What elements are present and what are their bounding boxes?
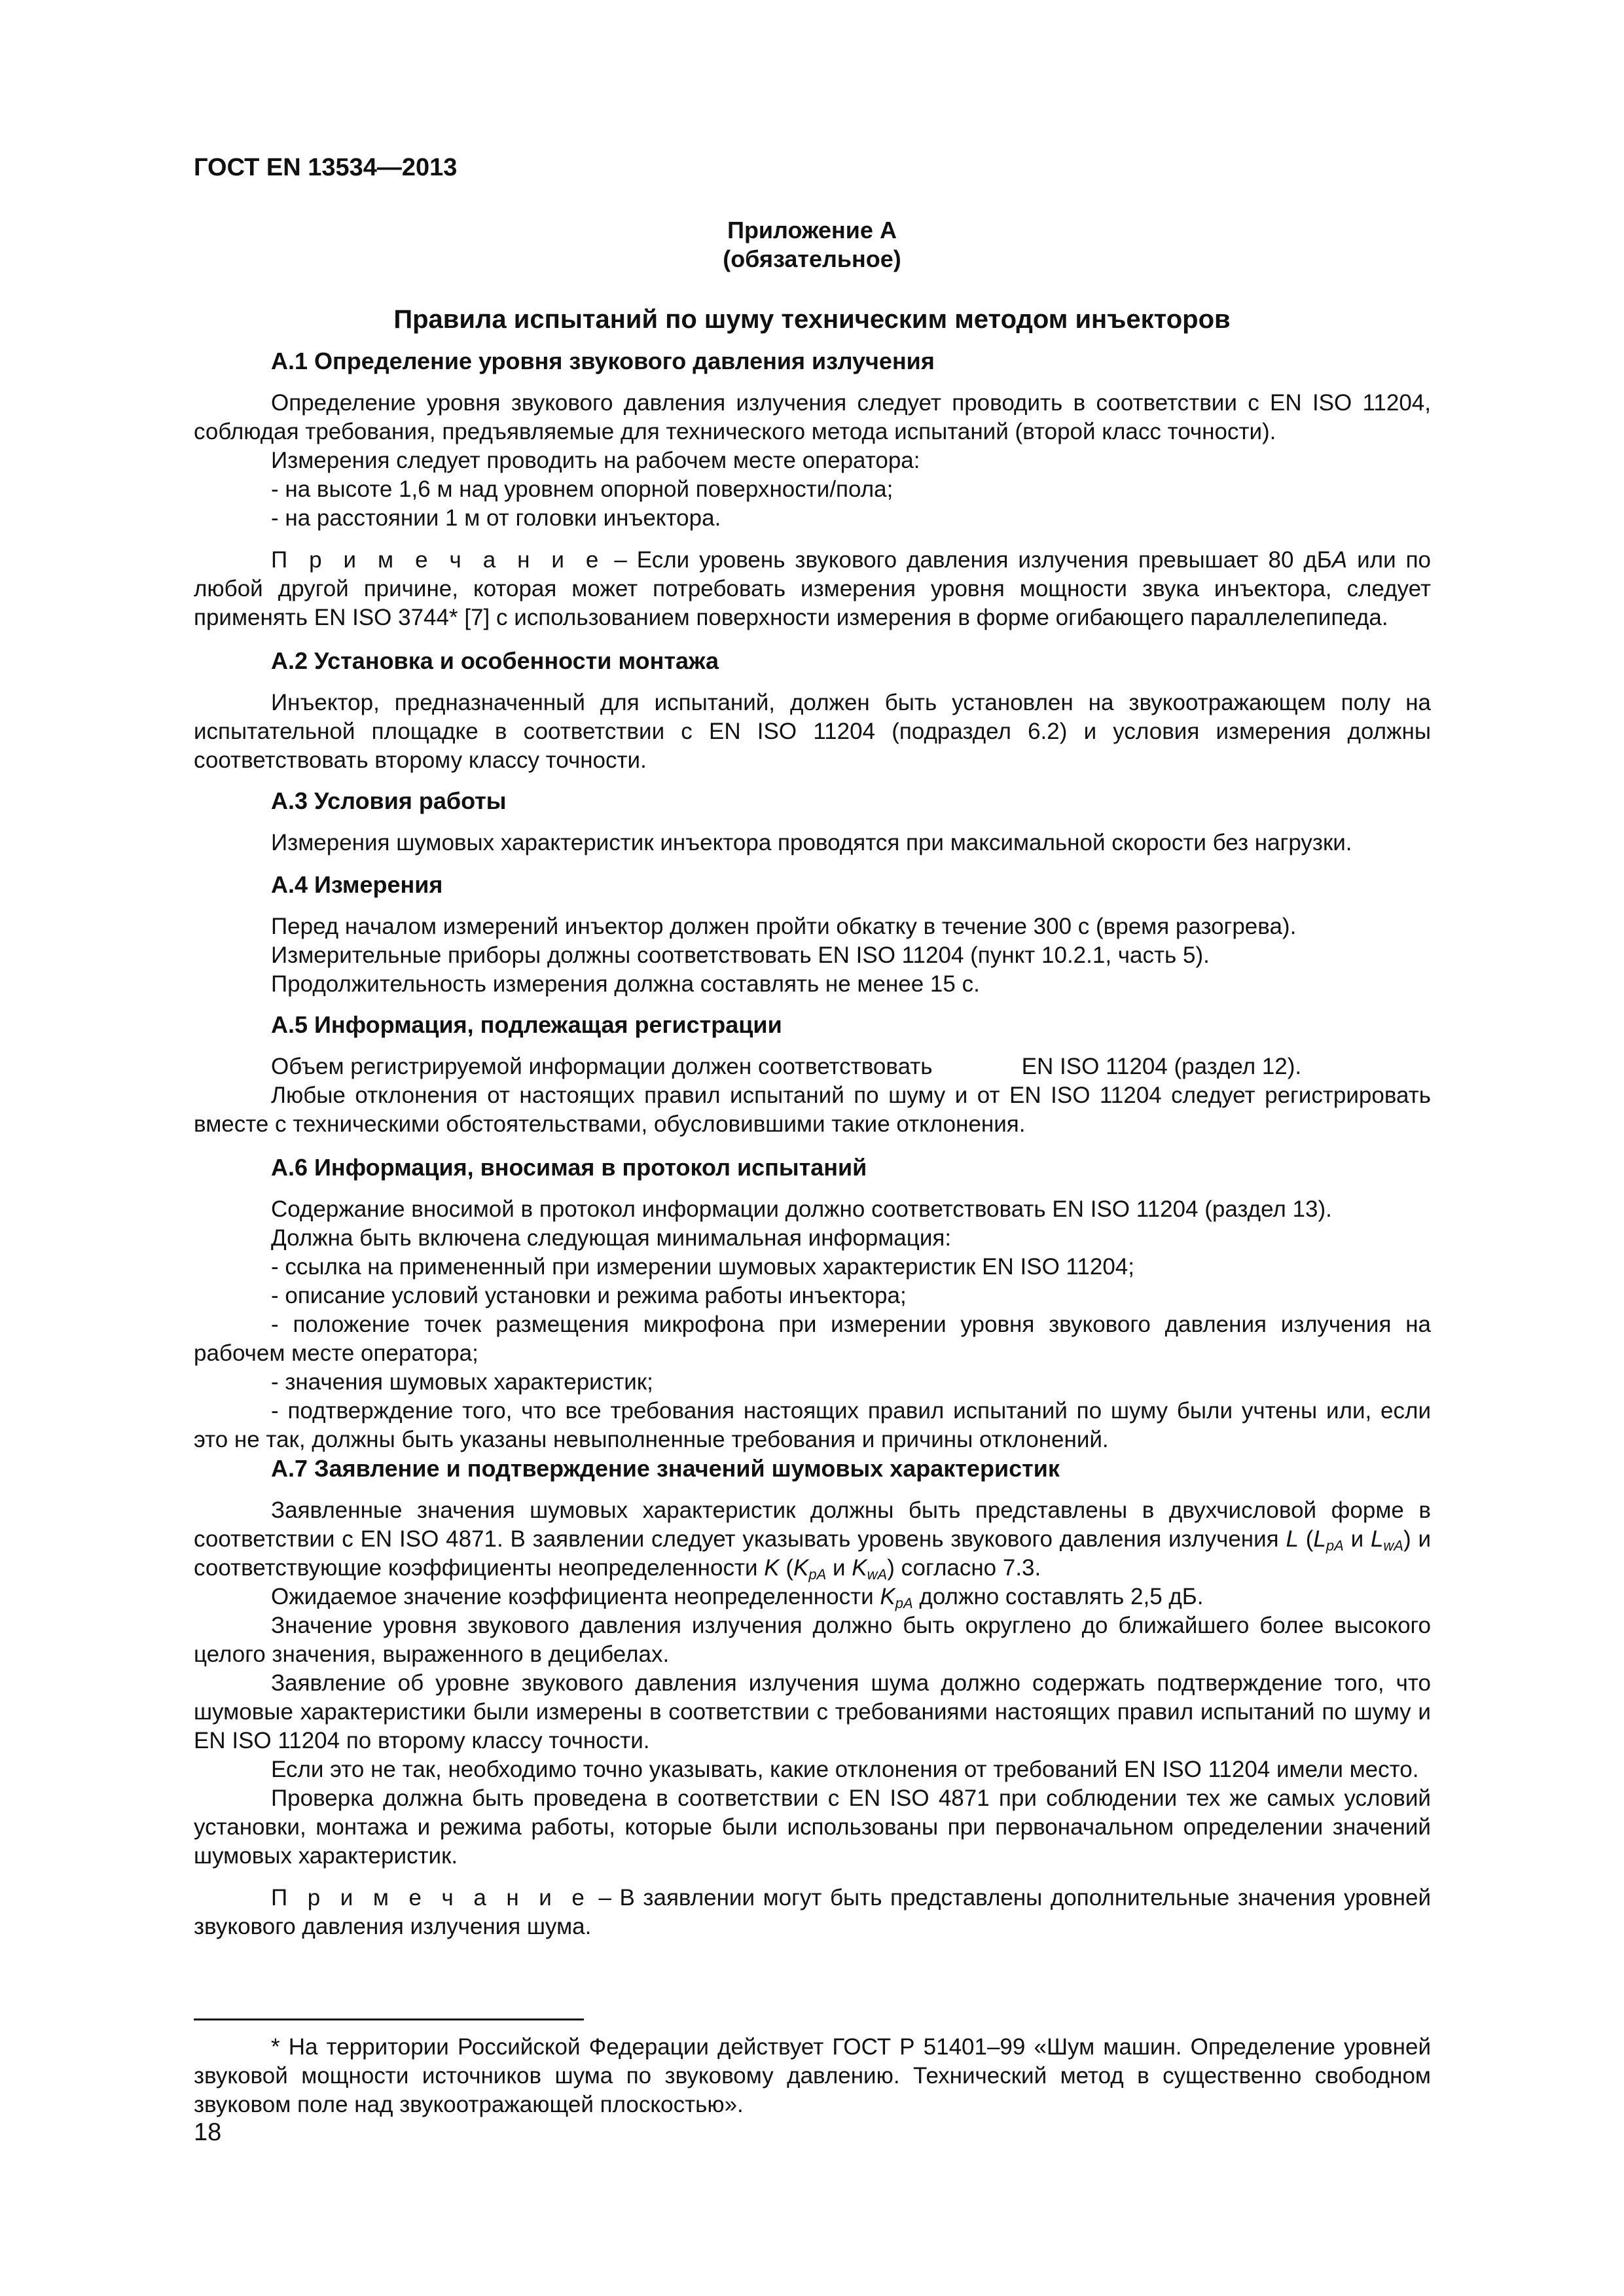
paragraph: Измерения следует проводить на рабочем месте оператора:: [271, 448, 920, 473]
paragraph: Содержание вносимой в протокол информации должно соответствовать EN ISO 11204 (раздел 13).: [271, 1196, 1332, 1222]
list-item: - ссылка на примененный при измерении шумовых характеристик EN ISO 11204;: [271, 1254, 1134, 1280]
paragraph: Измерительные приборы должны соответствовать EN ISO 11204 (пункт 10.2.1, часть 5).: [271, 942, 1210, 968]
paragraph: Любые отклонения от настоящих правил испытаний по шуму и от EN ISO 11204 следует регистрировать вместе с техническими обстоятельствами, обусловившими такие отклонения.: [194, 1083, 1431, 1137]
document-code: ГОСТ EN 13534—2013: [194, 154, 458, 181]
section-a5: [194, 1011, 1431, 1139]
paragraph: Инъектор, предназначенный для испытаний, должен быть установлен на звукоотражающем полу на испытательной площадке в соответствии с EN ISO 11204 (подраздел 6.2) и условия измерения должны соответствовать второму классу точности.: [194, 690, 1431, 773]
section-heading: А.3 Условия работы: [271, 787, 507, 814]
note-label: П р и м е ч а н и е: [271, 547, 605, 573]
paragraph: Определение уровня звукового давления излучения следует проводить в соответствии с EN ISO 11204, соблюдая требования, предъявляемые для технического метода испытаний (второй класс точности).: [194, 390, 1431, 444]
footnote-divider: [194, 2018, 584, 2020]
paragraph: Продолжительность измерения должна составлять не менее 15 с.: [271, 971, 980, 997]
paragraph: Должна быть включена следующая минимальная информация:: [271, 1225, 952, 1251]
list-item: - описание условий установки и режима работы инъектора;: [271, 1283, 907, 1308]
footnote: * На территории Российской Федерации действует ГОСТ Р 51401–99 «Шум машин. Определение уровней звуковой мощности источников шума по звуковому давлению. Технический метод в существенно свободном звуковом поле над звукоотражающей плоскостью».: [194, 2034, 1431, 2117]
section-a3: [194, 787, 1431, 857]
section-a2: [194, 647, 1431, 775]
paragraph: Значение уровня звукового давления излучения должно быть округлено до ближайшего более высокого целого значения, выраженного в децибелах.: [194, 1613, 1431, 1667]
page-number: 18: [194, 2119, 222, 2146]
paragraph: Заявление об уровне звукового давления излучения шума должно содержать подтверждение того, что шумовые характеристики были измерены в соответствии с требованиями настоящих правил испытаний по шуму и EN ISO 11204 по второму классу точности.: [194, 1670, 1431, 1753]
section-a7: [194, 1454, 1431, 1941]
list-item: - положение точек размещения микрофона при измерении уровня звукового давления излучения на рабочем месте оператора;: [194, 1312, 1431, 1366]
main-title: Правила испытаний по шуму техническим методом инъекторов: [393, 305, 1231, 334]
section-a6: [194, 1153, 1431, 1454]
note: П р и м е ч а н и е – В заявлении могут быть представлены дополнительные значения уровней звукового давления излучения шума.: [194, 1885, 1432, 1939]
section-heading: А.5 Информация, подлежащая регистрации: [271, 1011, 782, 1038]
section-heading: А.6 Информация, вносимая в протокол испытаний: [271, 1154, 867, 1181]
note: П р и м е ч а н и е – Если уровень звукового давления излучения превышает 80 дБА или по любой другой причине, которая может потребовать измерения уровня мощности звука инъектора, следует применять EN ISO 3744* [7] с использованием поверхности измерения в форме огибающего параллелепипеда.: [194, 547, 1432, 630]
section-heading: А.1 Определение уровня звукового давления излучения: [271, 348, 935, 374]
section-a4: [194, 870, 1431, 999]
list-item: - подтверждение того, что все требования настоящих правил испытаний по шуму были учтены или, если это не так, должны быть указаны невыполненные требования и причины отклонений.: [194, 1398, 1431, 1452]
section-heading: А.2 Установка и особенности монтажа: [271, 647, 719, 674]
paragraph: Перед началом измерений инъектор должен пройти обкатку в течение 300 с (время разогрева).: [271, 914, 1297, 939]
note-label: П р и м е ч а н и е: [271, 1885, 590, 1910]
annex-title: Приложение А: [727, 217, 897, 243]
annex-status: (обязательное): [723, 245, 901, 272]
paragraph: Проверка должна быть проведена в соответствии с EN ISO 4871 при соблюдении тех же самых условий установки, монтажа и режима работы, которые были использованы при первоначальном определении значений шумовых характеристик.: [194, 1785, 1431, 1869]
section-heading: А.4 Измерения: [271, 871, 443, 898]
list-item: - на высоте 1,6 м над уровнем опорной поверхности/пола;: [271, 476, 893, 502]
paragraph: Ожидаемое значение коэффициента неопределенности $K_{pA}$ должно составлять 2,5 дБ.: [271, 1584, 1204, 1611]
paragraph: Если это не так, необходимо точно указывать, какие отклонения от требований EN ISO 11204 имели место.: [271, 1757, 1419, 1782]
list-item: - значения шумовых характеристик;: [271, 1369, 653, 1395]
paragraph: Измерения шумовых характеристик инъектора проводятся при максимальной скорости без нагрузки.: [271, 830, 1352, 855]
paragraph: Заявленные значения шумовых характеристик должны быть представлены в двухчисловой форме в соответствии с EN ISO 4871. В заявлении следует указывать уровень звукового давления излучения L ($L_{pA}$ и $L_{wA}$) и соответствующие коэффициенты неопределенности K ($K_{pA}$ и $K_{wA}$) согласно 7.3.: [194, 1498, 1432, 1583]
paragraph: Объем регистрируемой информации должен соответствовать EN ISO 11204 (раздел 12).: [271, 1054, 1302, 1079]
list-item: - на расстоянии 1 м от головки инъектора.: [271, 505, 721, 531]
section-heading: А.7 Заявление и подтверждение значений шумовых характеристик: [271, 1455, 1060, 1482]
section-a1: [194, 347, 1431, 632]
